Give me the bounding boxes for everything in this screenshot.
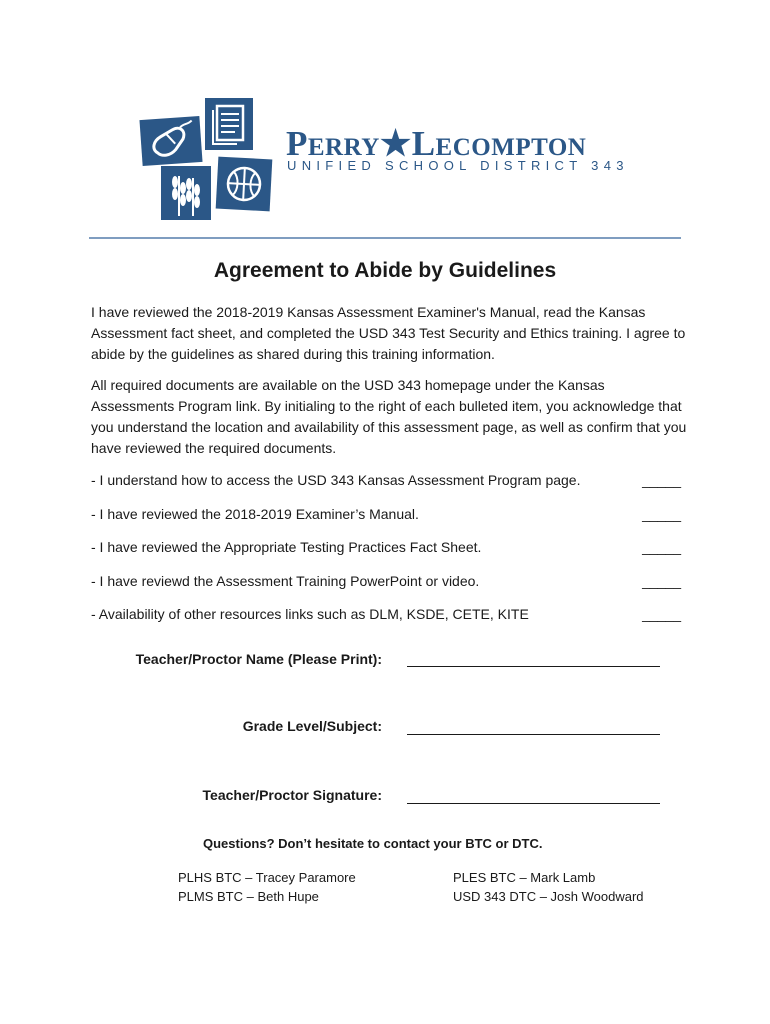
checklist-item (91, 504, 681, 538)
district-name: Perry★Lecompton (286, 124, 587, 163)
checklist-item-text: - I have reviewd the Assessment Training PowerPoint or video. (91, 572, 480, 589)
document-icon (205, 98, 253, 150)
checklist-item (91, 604, 681, 638)
contact-ples: PLES BTC – Mark Lamb (453, 870, 596, 885)
checklist-item (91, 470, 681, 504)
initial-blank[interactable]: _____ (642, 505, 681, 522)
checklist-item-text: - I have reviewed the 2018-2019 Examiner’s Manual. (91, 505, 419, 522)
initial-blank[interactable]: _____ (642, 606, 681, 622)
name-label: Teacher/Proctor Name (Please Print): (135, 651, 382, 667)
mouse-icon (139, 116, 202, 166)
initial-blank[interactable]: _____ (642, 472, 681, 488)
checklist (91, 470, 681, 638)
checklist-item-text: - I understand how to access the USD 343 Kansas Assessment Program page. (91, 472, 581, 488)
header-divider (89, 237, 681, 239)
contact-dtc: USD 343 DTC – Josh Woodward (453, 889, 644, 904)
name-field[interactable] (407, 666, 660, 667)
checklist-item-text: - Availability of other resources links such as DLM, KSDE, CETE, KITE (91, 606, 529, 622)
district-subtitle: UNIFIED SCHOOL DISTRICT 343 (287, 158, 629, 173)
contact-plhs: PLHS BTC – Tracey Paramore (178, 870, 356, 885)
grade-field[interactable] (407, 734, 660, 735)
checklist-item (91, 571, 681, 605)
initial-blank[interactable]: _____ (642, 539, 681, 555)
signature-field[interactable] (407, 803, 660, 804)
questions-note: Questions? Don’t hesitate to contact your BTC or DTC. (203, 836, 543, 851)
grade-label: Grade Level/Subject: (242, 718, 382, 734)
intro-paragraph: I have reviewed the 2018-2019 Kansas Assessment Examiner's Manual, read the Kansas Assessment fact sheet, and completed the USD 343 Test Security and Ethics training. I agree to abide by the guidelines as shared during this training information. (91, 304, 686, 362)
signature-label: Teacher/Proctor Signature: (202, 787, 382, 803)
basketball-icon (216, 157, 273, 212)
checklist-item (91, 537, 681, 571)
page-title: Agreement to Abide by Guidelines (213, 259, 557, 282)
checklist-item-text: - I have reviewed the Appropriate Testing Practices Fact Sheet. (91, 539, 482, 555)
wheat-icon (161, 166, 211, 220)
district-logo (137, 98, 272, 222)
contact-plms: PLMS BTC – Beth Hupe (178, 889, 319, 904)
instructions-paragraph: All required documents are available on the USD 343 homepage under the Kansas Assessments Program link. By initialing to the right of each bulleted item, you acknowledge that you understand the location and availability of this assessment page, as well as confirm that you have reviewed the required documents. (91, 377, 687, 456)
initial-blank[interactable]: _____ (642, 572, 681, 589)
